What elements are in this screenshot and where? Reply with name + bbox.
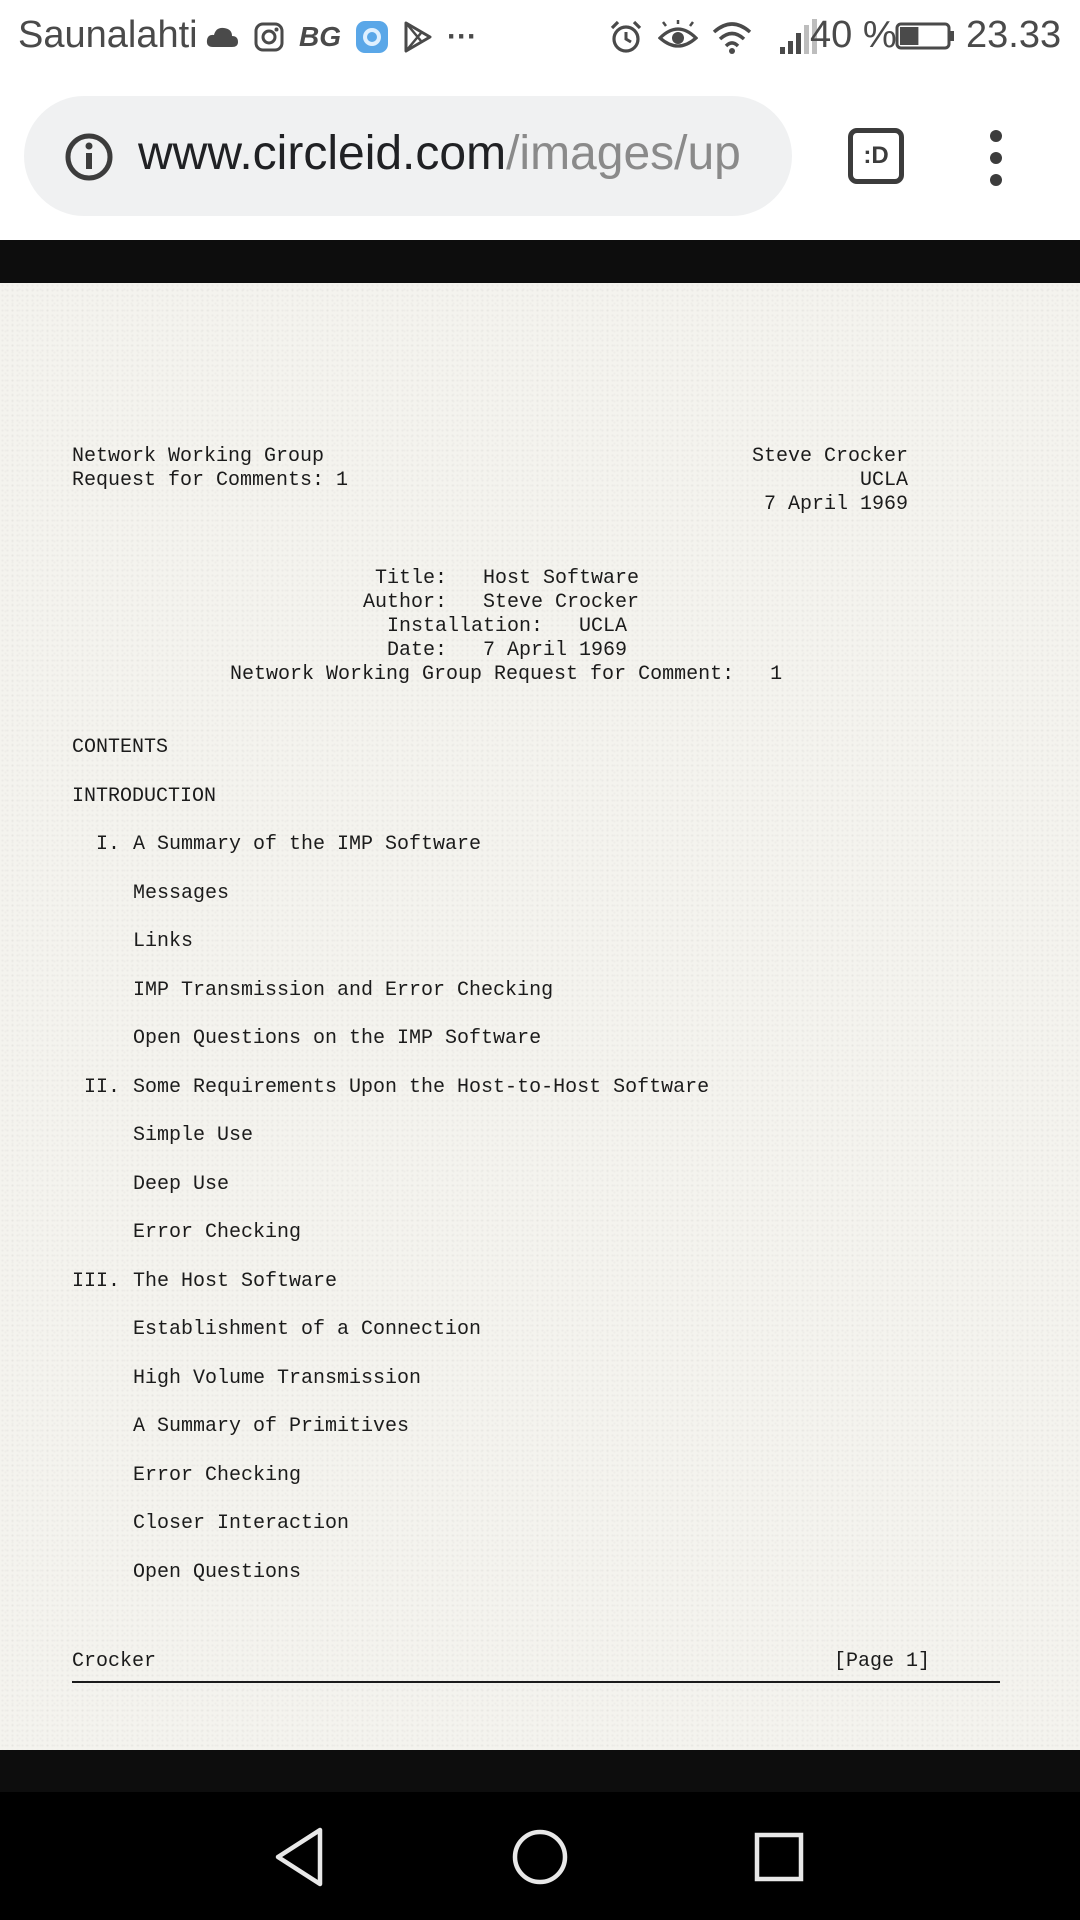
toc-item: Simple Use <box>133 1124 254 1147</box>
document-page <box>0 283 1080 1750</box>
tab-switcher-label: :D <box>863 142 889 169</box>
footer-divider <box>72 1681 1000 1683</box>
wifi-icon <box>712 20 752 54</box>
rfc-line: Network Working Group Request for Comment: 1 <box>230 663 783 686</box>
url-bar[interactable] <box>24 96 792 216</box>
header-right-3: 7 April 1969 <box>763 493 908 516</box>
instagram-icon <box>253 21 285 53</box>
toc-item: Open Questions on the IMP Software <box>133 1027 542 1050</box>
toc-section-1: A Summary of the IMP Software <box>133 833 482 856</box>
eye-comfort-icon <box>658 20 698 54</box>
url-domain: www.circleid.com <box>138 127 507 180</box>
tab-switcher-button[interactable] <box>848 128 904 184</box>
cloud-icon <box>205 25 239 49</box>
url-path: /images/up <box>506 127 741 180</box>
clock: 23.33 <box>966 14 1062 56</box>
toc-item: IMP Transmission and Error Checking <box>133 979 554 1002</box>
more-notifications-icon: ··· <box>447 20 477 53</box>
toc-item: Closer Interaction <box>133 1512 350 1535</box>
toc-item: Links <box>133 930 194 953</box>
battery-icon <box>895 22 955 50</box>
back-icon[interactable] <box>266 1822 336 1892</box>
recents-icon[interactable] <box>744 1822 814 1892</box>
play-store-icon <box>403 21 433 53</box>
toc-item: Open Questions <box>133 1561 302 1584</box>
toc-numeral-2: II. <box>84 1076 121 1099</box>
toc-introduction: INTRODUCTION <box>72 785 217 808</box>
toc-numeral-3: III. <box>72 1270 121 1293</box>
alarm-icon <box>608 19 644 55</box>
footer-author: Crocker <box>72 1650 157 1673</box>
toc-numeral-1: I. <box>96 833 121 856</box>
toc-item: Deep Use <box>133 1173 230 1196</box>
title-line: Title: Host Software <box>375 567 640 590</box>
app-circle-icon <box>355 20 389 54</box>
system-icons <box>608 16 818 58</box>
browser-toolbar <box>0 74 1080 240</box>
author-line: Author: Steve Crocker <box>363 591 640 614</box>
toc-item: Establishment of a Connection <box>133 1318 482 1341</box>
toc-item: Error Checking <box>133 1464 302 1487</box>
page-number: [Page 1] <box>833 1650 930 1673</box>
url-text[interactable] <box>138 126 788 181</box>
info-icon[interactable] <box>64 132 114 182</box>
toc-item: High Volume Transmission <box>133 1367 422 1390</box>
toc-item: A Summary of Primitives <box>133 1415 410 1438</box>
bg-label: BG <box>299 21 341 52</box>
document-viewer[interactable] <box>0 240 1080 1792</box>
toc-section-3: The Host Software <box>133 1270 338 1293</box>
header-right-1: Steve Crocker <box>751 445 908 468</box>
header-left-2: Request for Comments: 1 <box>72 469 349 492</box>
installation-line: Installation: UCLA <box>387 615 628 638</box>
more-options-icon[interactable] <box>978 128 1014 188</box>
notification-icons <box>205 16 477 58</box>
toc-section-2: Some Requirements Upon the Host-to-Host Software <box>133 1076 710 1099</box>
status-bar <box>0 0 1080 74</box>
home-icon[interactable] <box>505 1822 575 1892</box>
toc-item: Messages <box>133 882 230 905</box>
header-left-1: Network Working Group <box>72 445 325 468</box>
date-line: Date: 7 April 1969 <box>387 639 628 662</box>
toc-item: Error Checking <box>133 1221 302 1244</box>
contents-heading: CONTENTS <box>72 736 169 759</box>
navigation-bar <box>0 1792 1080 1920</box>
header-right-2: UCLA <box>859 469 908 492</box>
battery-percentage: 40 % <box>810 14 897 56</box>
carrier-name: Saunalahti <box>18 14 198 56</box>
